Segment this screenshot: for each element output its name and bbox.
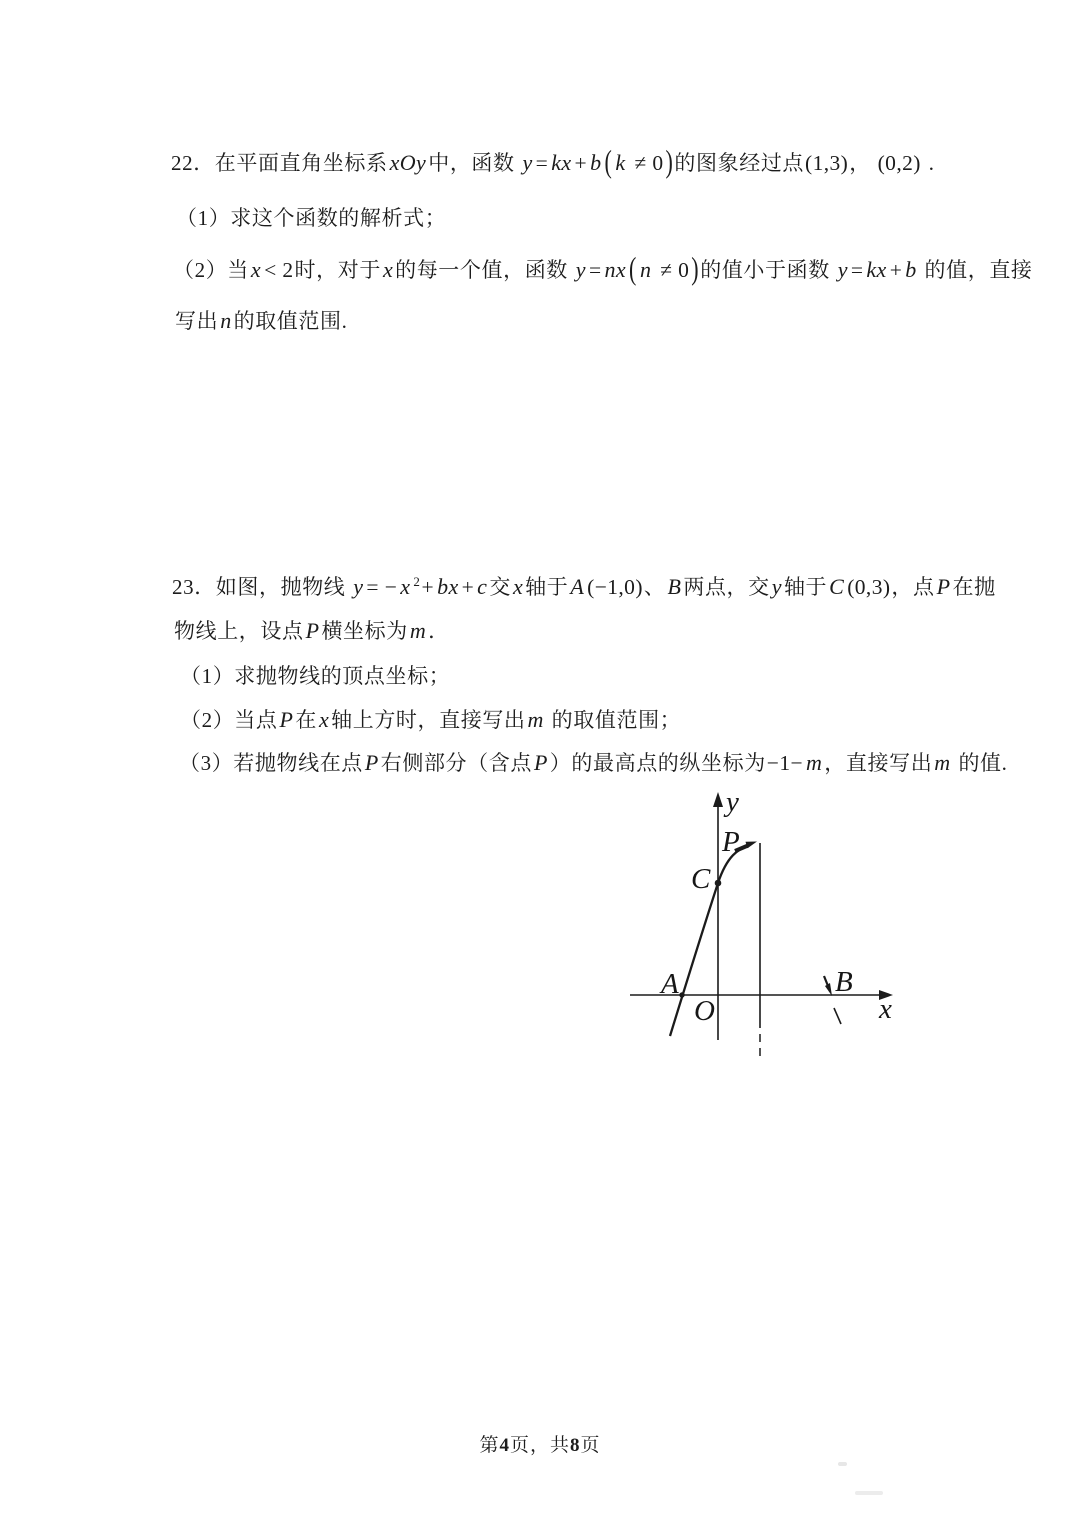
point-b-stroke-lower: [834, 1008, 841, 1024]
y-axis-arrow-icon: [713, 792, 723, 807]
curve-arrow-icon: [746, 842, 758, 849]
problem-22-part-2: （2）当x < 2时，对于x的每一个值，函数 y = nx ( n ≠ 0)的值小于函数 y = kx + b 的值，直接: [173, 250, 1033, 286]
problem-23-part-1: （1）求抛物线的顶点坐标；: [180, 664, 451, 688]
parabola-figure: [600, 788, 920, 1078]
problem-23-part-3: （3）若抛物线在点P右侧部分（含点P）的最高点的纵坐标为−1− m，直接写出m 的值.: [179, 750, 1008, 775]
page-footer: 第4页，共8页: [479, 1435, 601, 1456]
problem-23-part-2: （2）当点P在x轴上方时，直接写出m 的取值范围；: [180, 707, 682, 732]
point-c-dot: [715, 880, 722, 887]
y-axis-label: y: [726, 788, 739, 818]
point-a-label: A: [661, 968, 679, 1000]
point-b-arrow-icon: [825, 983, 832, 996]
problem-22-statement: 22．在平面直角坐标系xOy中，函数 y = kx + b ( k ≠ 0)的图象经过点(1,3)， (0,2) .: [171, 143, 935, 179]
scan-artifact: [855, 1491, 883, 1495]
problem-22-part-2-continued: 写出n的取值范围.: [175, 308, 348, 333]
point-p-label: P: [722, 826, 740, 858]
problem-23-statement-continued: 物线上，设点P横坐标为m．: [174, 618, 450, 643]
origin-label: O: [694, 995, 715, 1027]
x-axis-label: x: [879, 993, 892, 1025]
problem-23-statement: 23．如图，抛物线 y = − x $^2$+ bx + c交x轴于A (−1,0)、B两点，交y轴于C (0,3)，点P在抛: [172, 574, 996, 599]
problem-22-part-1: （1）求这个函数的解析式；: [176, 206, 447, 230]
point-b-label: B: [835, 966, 853, 998]
point-c-label: C: [691, 863, 711, 895]
scan-artifact: [838, 1462, 847, 1466]
point-a-dot: [679, 992, 684, 997]
